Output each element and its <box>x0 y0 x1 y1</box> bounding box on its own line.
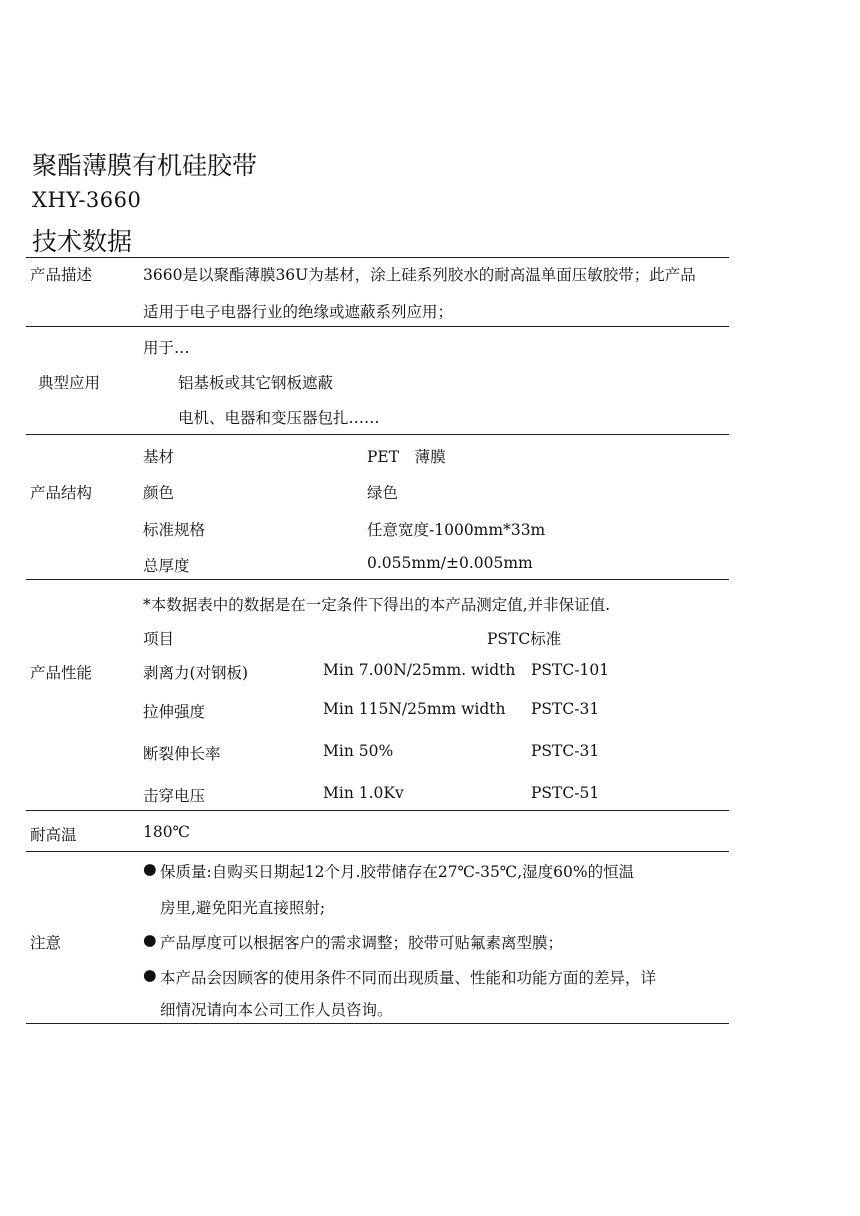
table-rule-description <box>26 326 729 327</box>
note-3-line-1: 本产品会因顾客的使用条件不同而出现质量、性能和功能方面的差异，详 <box>160 969 657 987</box>
performance-col-item: 项目 <box>143 630 175 648</box>
document-title: 聚酯薄膜有机硅胶带 <box>32 151 258 180</box>
structure-name-2: 标准规格 <box>143 521 206 539</box>
performance-name-1: 拉伸强度 <box>143 703 206 721</box>
performance-name-2: 断裂伸长率 <box>143 745 221 763</box>
heat-label: 耐高温 <box>30 826 77 844</box>
bullet-icon: ● <box>143 931 157 949</box>
table-rule-structure <box>26 579 729 580</box>
structure-name-3: 总厚度 <box>143 557 190 575</box>
description-line-1: 3660是以聚酯薄膜36U为基材，涂上硅系列胶水的耐高温单面压敏胶带；此产品 <box>143 266 696 284</box>
performance-standard-3: PSTC-51 <box>531 784 600 802</box>
performance-col-standard: PSTC标准 <box>487 630 562 648</box>
table-rule-bottom <box>26 1023 729 1024</box>
performance-standard-1: PSTC-31 <box>531 700 600 718</box>
performance-note: *本数据表中的数据是在一定条件下得出的本产品测定值,并非保证值. <box>143 596 611 614</box>
structure-name-0: 基材 <box>143 448 175 466</box>
performance-label: 产品性能 <box>30 664 93 682</box>
applications-item-2: 电机、电器和变压器包扎…… <box>178 409 380 427</box>
performance-value-2: Min 50% <box>323 742 394 760</box>
bullet-icon: ● <box>143 860 157 878</box>
table-rule-applications <box>26 434 729 435</box>
note-2: 产品厚度可以根据客户的需求调整；胶带可贴氟素离型膜； <box>160 934 564 952</box>
performance-name-0: 剥离力(对钢板) <box>143 664 249 682</box>
performance-standard-2: PSTC-31 <box>531 742 600 760</box>
note-3-line-2: 细情况请向本公司工作人员咨询。 <box>160 1001 393 1019</box>
applications-intro: 用于… <box>143 339 190 357</box>
performance-value-0: Min 7.00N/25mm. width <box>323 661 516 679</box>
table-rule-heat <box>26 851 729 852</box>
structure-label: 产品结构 <box>30 484 93 502</box>
description-label: 产品描述 <box>30 266 93 284</box>
note-1-line-2: 房里,避免阳光直接照射; <box>160 899 326 917</box>
section-heading: 技术数据 <box>32 227 133 256</box>
performance-value-1: Min 115N/25mm width <box>323 700 506 718</box>
bullet-icon: ● <box>143 966 157 984</box>
table-rule-top <box>26 257 729 258</box>
structure-value-3: 0.055mm/±0.005mm <box>367 554 533 572</box>
performance-name-3: 击穿电压 <box>143 787 206 805</box>
structure-value-1: 绿色 <box>367 484 399 502</box>
model-number: XHY-3660 <box>32 188 142 212</box>
applications-label: 典型应用 <box>38 374 101 392</box>
structure-value-2: 任意宽度-1000mm*33m <box>367 521 546 539</box>
performance-standard-0: PSTC-101 <box>531 661 610 679</box>
applications-item-1: 铝基板或其它钢板遮蔽 <box>178 374 334 392</box>
notes-label: 注意 <box>30 934 62 952</box>
heat-value: 180℃ <box>143 823 190 841</box>
table-rule-performance <box>26 810 729 811</box>
note-1-line-1: 保质量:自购买日期起12个月.胶带储存在27℃-35℃,湿度60%的恒温 <box>160 863 635 881</box>
description-line-2: 适用于电子电器行业的绝缘或遮蔽系列应用； <box>143 303 454 321</box>
structure-name-1: 颜色 <box>143 484 175 502</box>
structure-value-0: PET 薄膜 <box>367 448 446 466</box>
performance-value-3: Min 1.0Kv <box>323 784 404 802</box>
